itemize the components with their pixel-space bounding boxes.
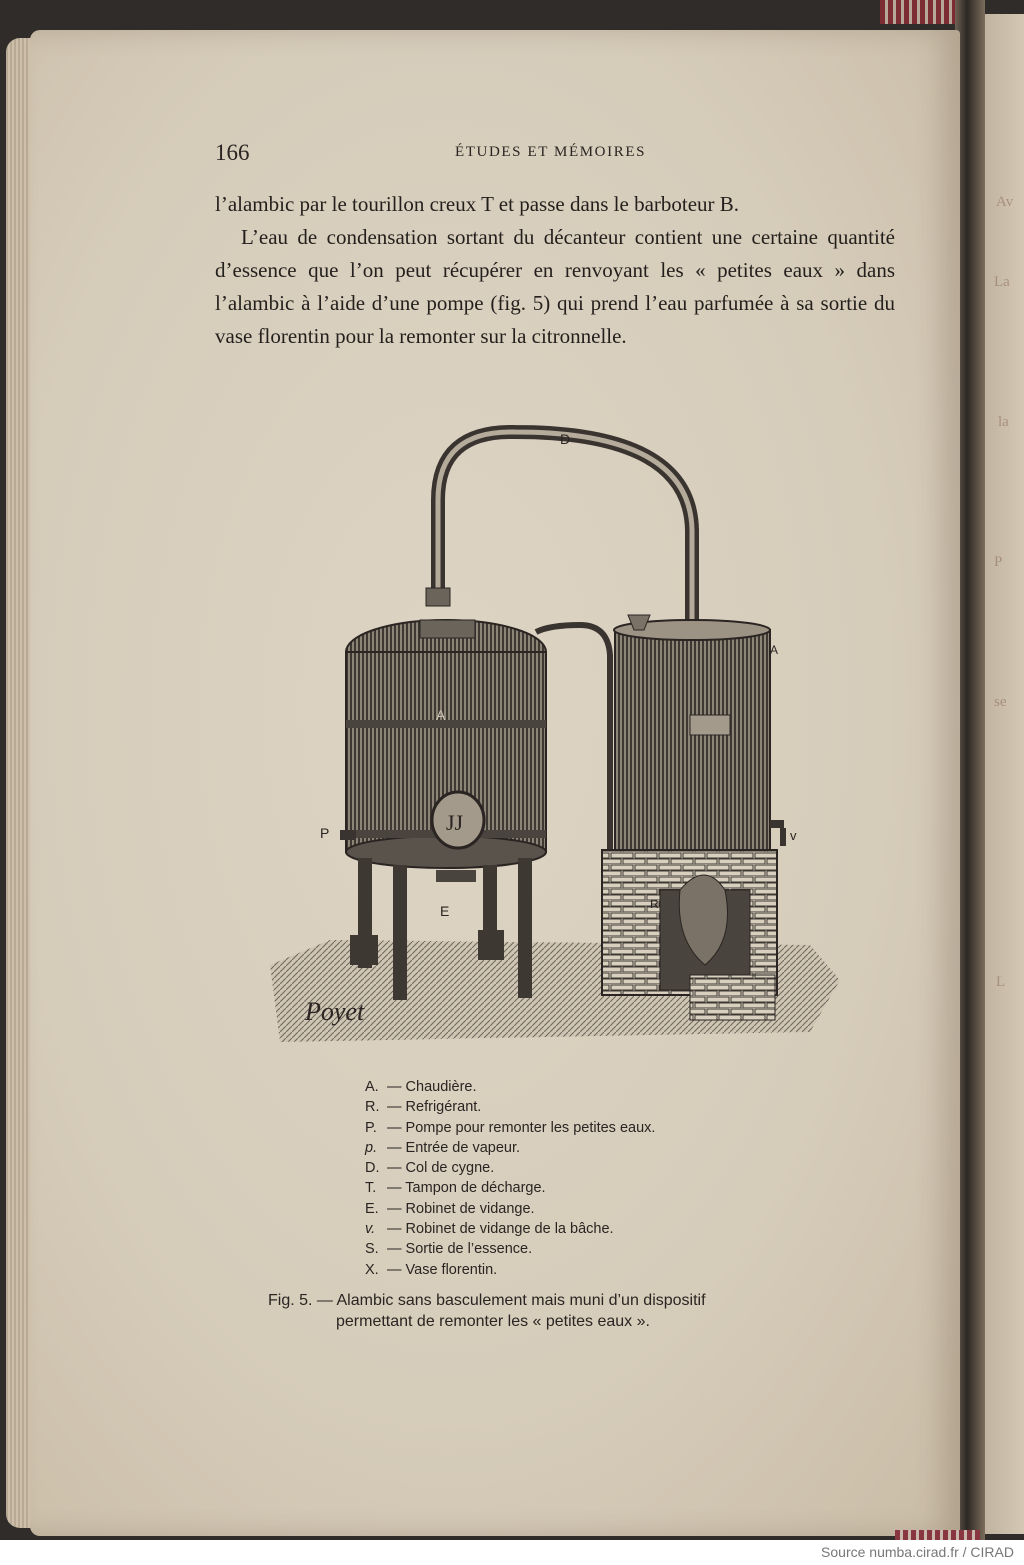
running-head <box>215 140 895 170</box>
pump-pipe <box>536 625 610 940</box>
alembic-illustration <box>250 420 850 1050</box>
label-D: D <box>560 431 571 447</box>
facing-page-edge: Av La la P se L <box>982 14 1024 1534</box>
engraver-signature: Poyet <box>305 997 365 1026</box>
legend-row: X. — Vase florentin. <box>365 1261 498 1278</box>
legend-row: E. — Robinet de vidange. <box>365 1200 535 1217</box>
label-v: v <box>790 828 797 843</box>
caption-line-1: — Alambic sans basculement mais muni d’un dispositif <box>316 1292 706 1309</box>
legend-row: A. — Chaudière. <box>365 1079 477 1095</box>
page-number: 166 <box>215 140 250 165</box>
label-arrow-A: A <box>770 643 779 657</box>
source-footer <box>0 1540 1024 1565</box>
figure-legend <box>365 1077 785 1280</box>
label-A: A <box>436 707 446 723</box>
running-title: ÉTUDES ET MÉMOIRES <box>455 144 647 160</box>
condenser-tank <box>615 630 770 855</box>
label-R: R <box>650 897 659 911</box>
legend-row: p. — Entrée de vapeur. <box>365 1139 521 1156</box>
label-P: P <box>320 825 330 841</box>
caption-line-2: permettant de remonter les « petites eaux ». <box>336 1313 650 1330</box>
legend-row: S. — Sortie de l’essence. <box>365 1241 533 1258</box>
legend-row: R. — Refrigérant. <box>365 1099 482 1116</box>
label-E: E <box>440 903 450 919</box>
book-edge-bottom <box>895 1530 980 1540</box>
legend-row: P. — Pompe pour remonter les petites eaux. <box>365 1119 656 1136</box>
caption-label: Fig. 5. <box>268 1292 313 1309</box>
legend-row: v. — Robinet de vidange de la bâche. <box>365 1221 614 1238</box>
figure-caption <box>268 1290 868 1332</box>
body-text <box>215 188 895 353</box>
legend-row: T. — Tampon de décharge. <box>365 1180 546 1197</box>
svg-text:JJ: JJ <box>446 810 464 835</box>
drain-valve <box>436 870 476 882</box>
source-note: Source numba.cirad.fr / CIRAD <box>821 1544 1014 1560</box>
boiler-leg <box>518 858 532 998</box>
boiler-leg <box>393 865 407 1000</box>
body-paragraph: L’eau de condensation sortant du décanteur contient une certaine quantité d’essence que l’on peut récupérer en renvoyant les « petites eaux » dans l’alambic à l’aide d’une pompe (fig. 5) qui prend l’eau parfumée à sa sortie du vase florentin pour la remonter sur la citronnelle. <box>215 225 895 348</box>
legend-row: D. — Col de cygne. <box>365 1160 495 1177</box>
body-line: l’alambic par le tourillon creux T et passe dans le barboteur B. <box>215 192 740 216</box>
